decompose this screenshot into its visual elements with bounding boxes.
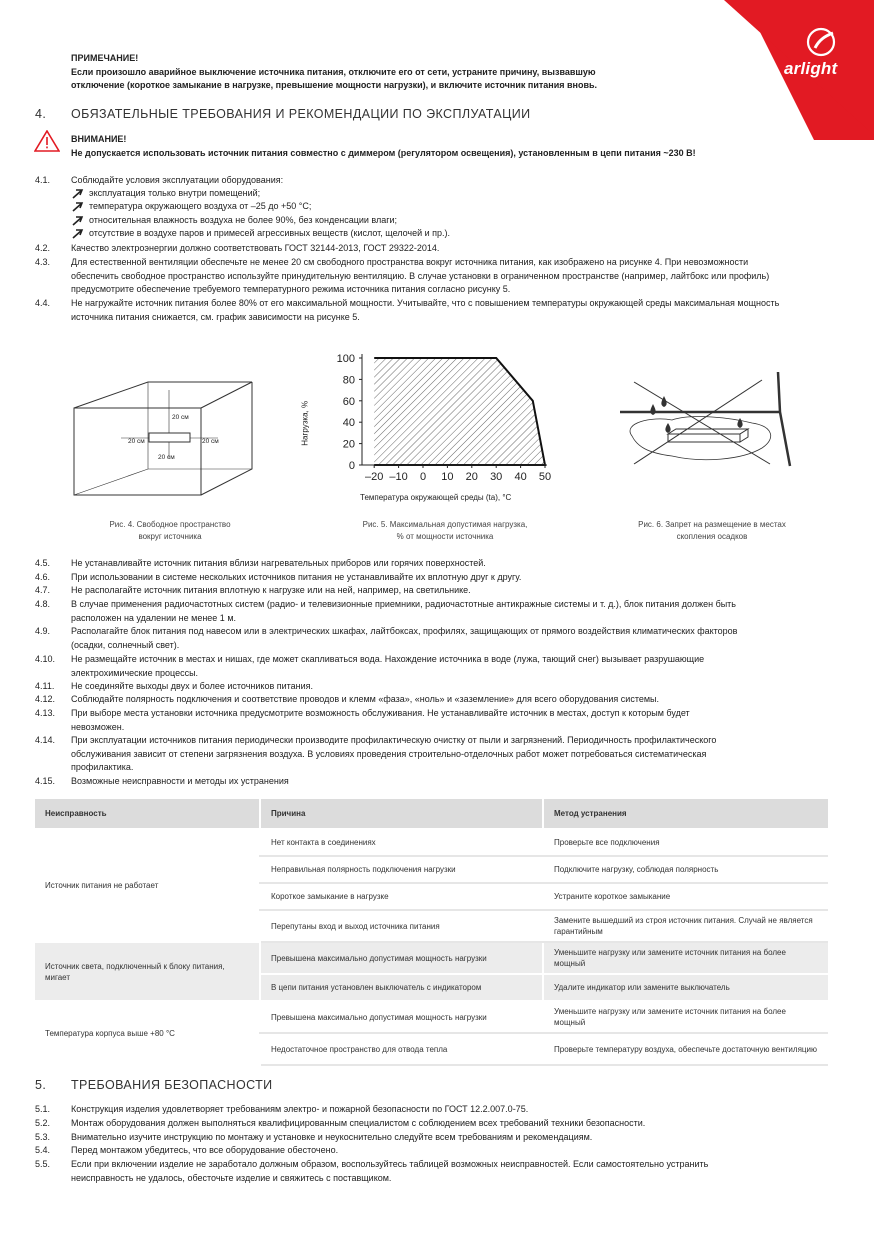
cause-cell: Нет контакта в соединениях bbox=[260, 829, 543, 856]
x-tick-label: –20 bbox=[365, 471, 384, 483]
item-line: обслуживания зависит от степени загрязнения воздуха. В условиях проведения строительно-отделочных работ может потребоваться систематическая bbox=[71, 748, 707, 759]
condition-text: температура окружающего воздуха от –25 до +50 °С; bbox=[89, 201, 312, 211]
logo-text: arlight bbox=[784, 59, 838, 78]
item-text: Качество электроэнергии должно соответствовать ГОСТ 32144-2013, ГОСТ 29322-2014. bbox=[71, 243, 440, 253]
cause-cell: Короткое замыкание в нагрузке bbox=[260, 883, 543, 910]
item-number: 4.14. bbox=[35, 735, 56, 745]
table-header-row bbox=[35, 799, 828, 829]
x-tick-label: 40 bbox=[514, 471, 527, 483]
fix-cell: Уменьшите нагрузку или замените источник питания на более мощный bbox=[543, 1001, 828, 1033]
arrow-bullet-icon bbox=[72, 202, 84, 212]
item-number: 4.9. bbox=[35, 626, 51, 636]
note-line-1: Если произошло аварийное выключение источника питания, отключите его от сети, устраните причину, вызвавшую bbox=[71, 66, 596, 77]
cause-cell: В цепи питания установлен выключатель с индикатором bbox=[260, 974, 543, 1001]
item-line: Располагайте блок питания под навесом или в электрических шкафах, лайтбоксах, профилях, защищающих от прямого воздействия климатических факторов bbox=[71, 626, 738, 636]
item-text bbox=[71, 1158, 833, 1185]
item-number: 4.15. bbox=[35, 776, 56, 786]
x-tick-label: 50 bbox=[538, 471, 552, 483]
section5-title: ТРЕБОВАНИЯ БЕЗОПАСНОСТИ bbox=[71, 1078, 273, 1092]
caption-line: Рис. 4. Свободное пространство bbox=[109, 520, 231, 529]
note-title: ПРИМЕЧАНИЕ! bbox=[71, 53, 139, 63]
item-line: Не нагружайте источник питания более 80% от его максимальной мощности. Учитывайте, что с повышением температуры окружающей среды максимальная мощность bbox=[71, 298, 780, 308]
warning-block bbox=[71, 133, 791, 160]
item-text: Соблюдайте условия эксплуатации оборудования: bbox=[71, 175, 284, 185]
fix-cell: Устраните короткое замыкание bbox=[543, 883, 828, 910]
item-line: При выборе места установки источника предусмотрите возможность обслуживания. Не устанавливайте источник в местах, доступ к которым будет bbox=[71, 708, 690, 718]
fix-cell: Подключите нагрузку, соблюдая полярность bbox=[543, 856, 828, 883]
item-line: Для естественной вентиляции обеспечьте не менее 20 см свободного пространства вокруг источника питания, как изображено на рисунке 4. При невозможности bbox=[71, 257, 749, 267]
y-axis-label-wrap bbox=[298, 385, 312, 445]
item-text: Конструкция изделия удовлетворяет требованиям электро- и пожарной безопасности по ГОСТ 12.2.007.0-75. bbox=[71, 1104, 529, 1114]
item-text bbox=[71, 297, 833, 324]
item-line: Если при включении изделие не заработало должным образом, воспользуйтесь таблицей возможных неисправностей. Если самостоятельно устранить bbox=[71, 1159, 709, 1169]
warning-title: ВНИМАНИЕ! bbox=[71, 134, 127, 144]
y-tick-label: 20 bbox=[342, 438, 355, 451]
item-line: Не размещайте источник в местах и нишах, где может скапливаться вода. Нахождение источника в воде (лужа, тающий снег) вызывает разрушающие bbox=[71, 654, 705, 664]
item-number: 5.2. bbox=[35, 1118, 51, 1128]
item-line: обеспечить свободное пространство используйте принудительную вентиляцию. В случае установки в ограниченном пространстве (например, лайтбокс или профиль) bbox=[71, 270, 770, 281]
table-header: Неисправность bbox=[35, 799, 260, 829]
item-text: Не устанавливайте источник питания вблизи нагревательных приборов или горячих поверхностей. bbox=[71, 558, 486, 568]
figure-5-caption bbox=[345, 519, 545, 543]
item-line: электрохимические процессы. bbox=[71, 667, 199, 678]
figure-4-caption bbox=[70, 519, 270, 543]
section5-number: 5. bbox=[35, 1078, 47, 1092]
table-header: Причина bbox=[260, 799, 543, 829]
item-text: Возможные неисправности и методы их устранения bbox=[71, 776, 289, 786]
item-text bbox=[71, 256, 833, 297]
condition-text: относительная влажность воздуха не более 90%, без конденсации влаги; bbox=[89, 215, 398, 225]
warning-icon bbox=[34, 130, 60, 157]
caption-line: вокруг источника bbox=[138, 532, 202, 541]
item-number: 4.11. bbox=[35, 681, 55, 691]
item-line: профилактика. bbox=[71, 762, 134, 772]
cause-cell: Превышена максимально допустимая мощность нагрузки bbox=[260, 1001, 543, 1033]
item-number: 4.10. bbox=[35, 654, 56, 664]
item-number: 5.3. bbox=[35, 1132, 51, 1142]
caption-line: скопления осадков bbox=[676, 532, 748, 541]
item-line: (осадки, солнечный свет). bbox=[71, 639, 180, 650]
section4-number: 4. bbox=[35, 107, 47, 121]
load-area bbox=[374, 358, 545, 465]
item-line: источника питания снижается, см. график зависимости на рисунке 5. bbox=[71, 311, 360, 322]
x-axis-label: Температура окружающей среды (ta), °С bbox=[360, 493, 512, 502]
item-text: Не располагайте источник питания вплотную к нагрузке или на ней, например, на светильнике. bbox=[71, 585, 471, 595]
warning-text: Не допускается использовать источник питания совместно с диммером (регулятором освещения), установленным в цепи питания ~230 В! bbox=[71, 147, 696, 158]
x-tick-label: –10 bbox=[389, 471, 408, 483]
item-text bbox=[71, 734, 833, 775]
fix-cell: Проверьте все подключения bbox=[543, 829, 828, 856]
item-text: При использовании в системе нескольких источников питания не устанавливайте их вплотную друг к другу. bbox=[71, 572, 522, 582]
arrow-bullet-icon bbox=[72, 229, 84, 239]
derating-chart bbox=[300, 345, 560, 510]
dim-label-top: 20 см bbox=[172, 414, 189, 421]
item-line: В случае применения радиочастотных систем (радио- и телевизионные приемники, радиочастотные антикражные системы и т. д.), блок питания должен быть bbox=[71, 599, 736, 609]
item-number: 5.1. bbox=[35, 1104, 51, 1114]
fault-cell: Источник света, подключенный к блоку питания, мигает bbox=[35, 942, 260, 1001]
item-number: 4.5. bbox=[35, 558, 51, 568]
section4-title: ОБЯЗАТЕЛЬНЫЕ ТРЕБОВАНИЯ И РЕКОМЕНДАЦИИ ПО ЭКСПЛУАТАЦИИ bbox=[71, 107, 531, 121]
y-tick-label: 40 bbox=[342, 417, 355, 430]
cause-cell: Перепутаны вход и выход источника питания bbox=[260, 910, 543, 942]
cause-cell: Превышена максимально допустимая мощность нагрузки bbox=[260, 942, 543, 974]
item-number: 5.4. bbox=[35, 1145, 51, 1155]
arlight-logo bbox=[704, 0, 874, 140]
caption-line: % от мощности источника bbox=[396, 532, 494, 541]
y-tick-label: 60 bbox=[342, 395, 355, 408]
x-tick-label: 10 bbox=[441, 471, 454, 483]
table-row bbox=[35, 829, 828, 856]
item-text: Соблюдайте полярность подключения и соответствие проводов и клемм «фаза», «ноль» и «заземление» для всего оборудования системы. bbox=[71, 694, 660, 704]
note-block bbox=[71, 52, 711, 93]
item-line: неисправность не удалось, обесточьте изделие и свяжитесь с поставщиком. bbox=[71, 1172, 392, 1183]
fix-cell: Удалите индикатор или замените выключатель bbox=[543, 974, 828, 1001]
item-text: Не соединяйте выходы двух и более источников питания. bbox=[71, 681, 314, 691]
table-header: Метод устранения bbox=[543, 799, 828, 829]
figure-6-drawing bbox=[612, 368, 792, 473]
x-tick-label: 0 bbox=[419, 471, 427, 483]
item-line: расположен на удалении не менее 1 м. bbox=[71, 612, 237, 623]
x-tick-label: 20 bbox=[465, 471, 478, 483]
dim-label-left: 20 см bbox=[128, 438, 145, 445]
item-number: 5.5. bbox=[35, 1159, 51, 1169]
fix-cell: Замените вышедший из строя источник питания. Случай не является гарантийным bbox=[543, 910, 828, 942]
y-tick-label: 100 bbox=[336, 353, 355, 365]
x-tick-label: 30 bbox=[490, 471, 503, 483]
table-row bbox=[35, 1001, 828, 1033]
item-number: 4.8. bbox=[35, 599, 51, 609]
item-line: невозможен. bbox=[71, 721, 125, 732]
figure-5-chart bbox=[300, 345, 560, 510]
item-text bbox=[71, 598, 833, 625]
item-number: 4.1. bbox=[35, 175, 51, 185]
item-text bbox=[71, 625, 833, 652]
y-tick-label: 0 bbox=[348, 460, 355, 472]
y-tick-label: 80 bbox=[342, 374, 355, 387]
troubleshooting-table bbox=[35, 799, 828, 1066]
item-text bbox=[71, 653, 833, 680]
fault-cell: Температура корпуса выше +80 °С bbox=[35, 1001, 260, 1065]
table-row bbox=[35, 942, 828, 974]
note-line-2: отключение (короткое замыкание в нагрузке, превышение мощности нагрузки), и включите источник питания вновь. bbox=[71, 80, 598, 90]
cause-cell: Недостаточное пространство для отвода тепла bbox=[260, 1033, 543, 1065]
condition-text: отсутствие в воздухе паров и примесей агрессивных веществ (кислот, щелочей и пр.). bbox=[89, 228, 451, 238]
dim-label-bottom: 20 см bbox=[158, 454, 175, 461]
dim-label-right: 20 см bbox=[202, 438, 219, 445]
item-number: 4.4. bbox=[35, 298, 51, 308]
fault-cell: Источник питания не работает bbox=[35, 829, 260, 942]
arrow-bullet-icon bbox=[72, 216, 84, 226]
caption-line: Рис. 5. Максимальная допустимая нагрузка, bbox=[362, 520, 528, 529]
item-number: 4.6. bbox=[35, 572, 51, 582]
y-axis-label: Нагрузка, % bbox=[300, 400, 310, 446]
caption-line: Рис. 6. Запрет на размещение в местах bbox=[638, 520, 786, 529]
cause-cell: Неправильная полярность подключения нагрузки bbox=[260, 856, 543, 883]
item-number: 4.13. bbox=[35, 708, 56, 718]
item-number: 4.12. bbox=[35, 694, 56, 704]
item-number: 4.3. bbox=[35, 257, 51, 267]
figure-4-drawing bbox=[66, 378, 256, 498]
item-text: Монтаж оборудования должен выполняться квалифицированным специалистом с соблюдением всех требований техники безопасности. bbox=[71, 1118, 646, 1128]
item-number: 4.7. bbox=[35, 585, 51, 595]
figure-6-caption bbox=[612, 519, 812, 543]
fix-cell: Уменьшите нагрузку или замените источник питания на более мощный bbox=[543, 942, 828, 974]
item-line: При эксплуатации источников питания периодически производите профилактическую очистку от пыли и загрязнений. Периодичность профилактического bbox=[71, 735, 717, 745]
condition-text: эксплуатация только внутри помещений; bbox=[89, 188, 261, 198]
arrow-bullet-icon bbox=[72, 189, 84, 199]
item-line: предусмотрите обеспечение требуемого температурного режима источника питания согласно рисунку 5. bbox=[71, 284, 511, 294]
fix-cell: Проверьте температуру воздуха, обеспечьте достаточную вентиляцию bbox=[543, 1033, 828, 1065]
item-text: Внимательно изучите инструкцию по монтажу и установке и неукоснительно следуйте всем требованиям и рекомендациям. bbox=[71, 1132, 593, 1142]
item-text bbox=[71, 707, 833, 734]
item-number: 4.2. bbox=[35, 243, 51, 253]
item-text: Перед монтажом убедитесь, что все оборудование обесточено. bbox=[71, 1145, 339, 1155]
